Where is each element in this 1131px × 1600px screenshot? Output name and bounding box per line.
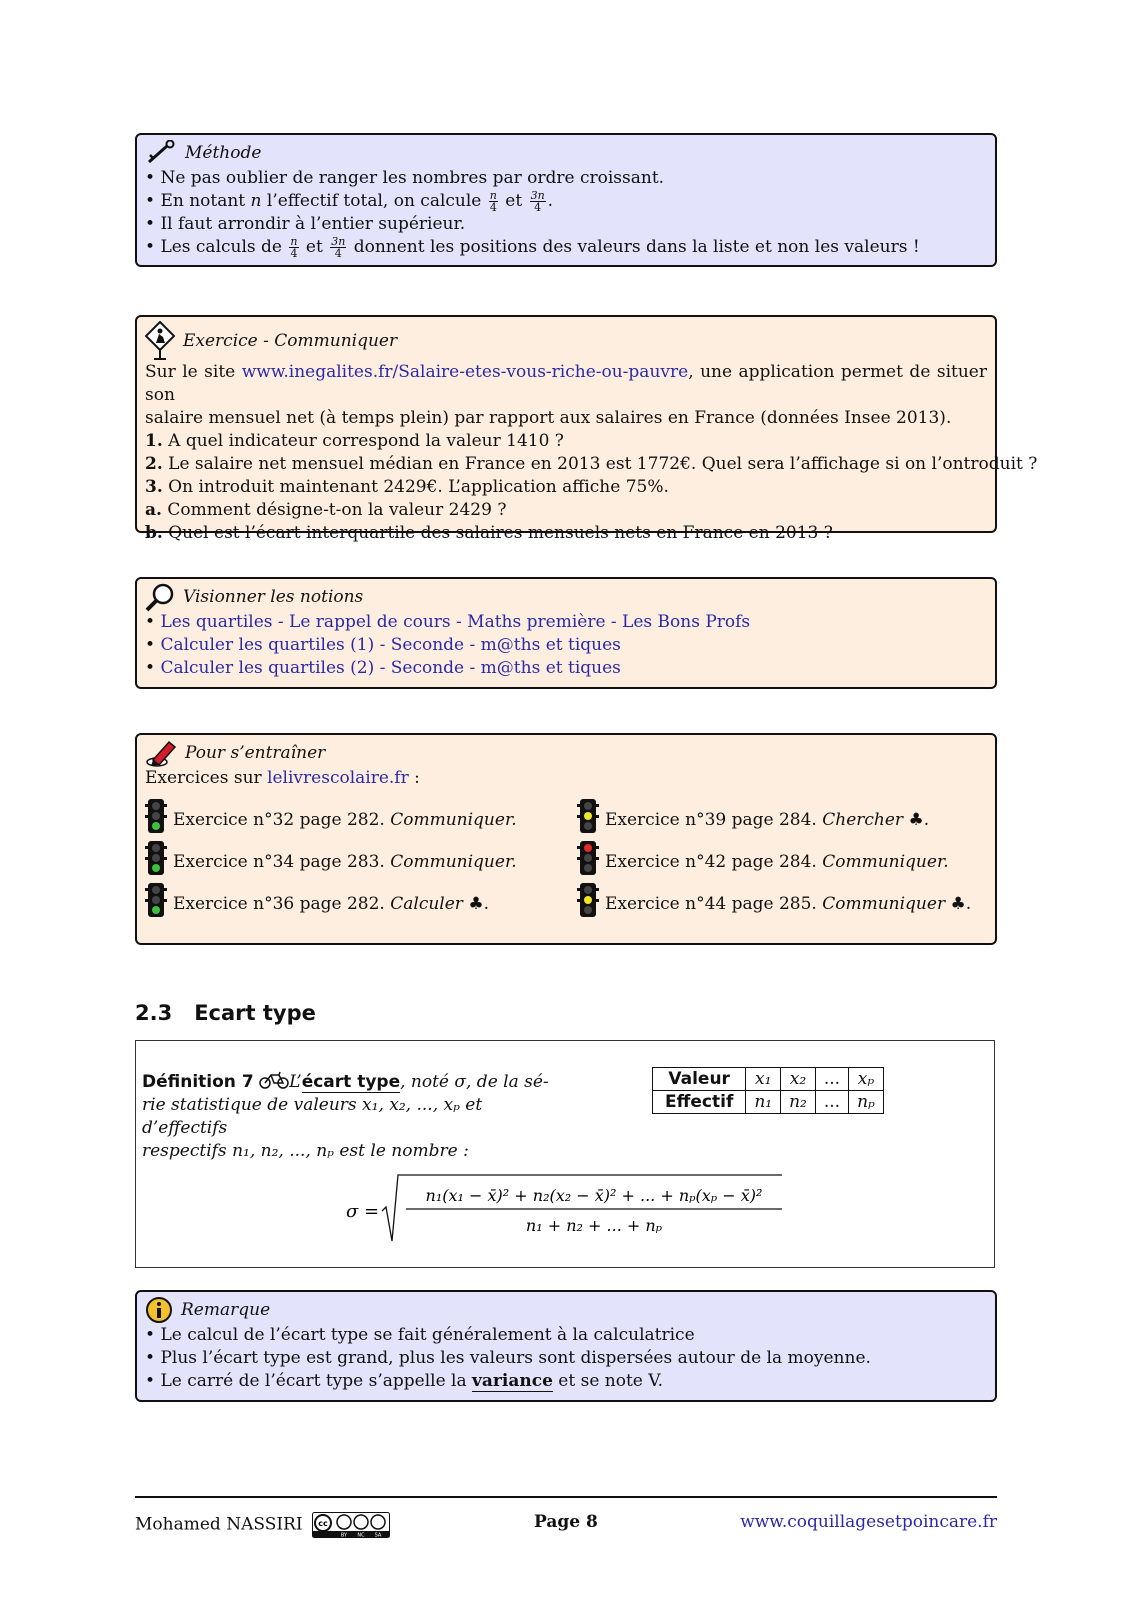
- exercice-title: Exercice - Communiquer: [183, 330, 398, 351]
- svg-text:cc: cc: [318, 1519, 328, 1528]
- visionner-header: [145, 583, 987, 611]
- methode-box: [135, 133, 997, 267]
- footer-site-link[interactable]: www.coquillagesetpoincare.fr: [740, 1512, 997, 1532]
- svg-text:SA: SA: [374, 1532, 382, 1538]
- section-heading: [135, 1001, 316, 1025]
- table-row: Effectif n₁ n₂ ... nₚ: [653, 1091, 884, 1114]
- exercise-item[interactable]: Exercice n°32 page 282. Communiquer.: [145, 796, 577, 834]
- table-row: Valeur x₁ x₂ ... xₚ: [653, 1068, 884, 1091]
- section-number: 2.3: [135, 1001, 173, 1025]
- entrainer-header: [145, 739, 987, 767]
- remarque-header: [145, 1296, 987, 1324]
- remarque-bullet-1: • Le calcul de l’écart type se fait généralement à la calculatrice: [145, 1325, 695, 1345]
- traffic-light-icon: [145, 798, 167, 834]
- formula-numerator: n₁(x₁ − x̄)² + n₂(x₂ − x̄)² + ... + nₚ(xₚ − x̄)²: [425, 1186, 763, 1205]
- construction-sign-icon: [145, 321, 175, 361]
- methode-bullet-4: • Les calculs de $\frac{n}{4}$ et $\frac{3n}{4}$ donnent les positions des valeurs dans la liste et non les valeurs !: [145, 235, 920, 260]
- fraction-n-4: $\frac{n}{4}$: [489, 189, 497, 214]
- remarque-bullet-3: • Le carré de l’écart type s’appelle la variance et se note V.: [145, 1371, 663, 1391]
- magnifier-icon: [145, 582, 175, 612]
- variance-term: variance: [472, 1371, 553, 1391]
- exercice-box: [135, 315, 1038, 543]
- traffic-light-icon: [145, 882, 167, 918]
- definition-text: Définition 7 L’écart type, noté σ, de la sé- rie statistique de valeurs x₁, x₂, ..., xₚ et d’effectifs respectifs n₁, n₂, ..., nₚ est le nombre :: [142, 1072, 549, 1161]
- svg-text:BY: BY: [340, 1532, 348, 1538]
- lelivrescolaire-link[interactable]: lelivrescolaire.fr: [267, 768, 409, 788]
- exercice-item: 3. On introduit maintenant 2429€. L’application affiche 75%.: [145, 477, 669, 497]
- formula-denominator: n₁ + n₂ + ... + nₚ: [525, 1216, 663, 1235]
- exercice-intro: Sur le site www.inegalites.fr/Salaire-etes-vous-riche-ou-pauvre, une application permet de situer son salaire mensuel net (à temps plein) par rapport aux salaires en France (données Insee 2013).: [145, 362, 987, 428]
- exercise-item[interactable]: Exercice n°39 page 284. Chercher ♣.: [577, 796, 997, 834]
- visionner-box: [135, 577, 997, 689]
- key-icon: [145, 140, 177, 166]
- video-link[interactable]: Calculer les quartiles (1) - Seconde - m@ths et tiques: [160, 635, 621, 655]
- video-link[interactable]: Calculer les quartiles (2) - Seconde - m@ths et tiques: [160, 658, 621, 678]
- methode-bullet-2: • En notant n l’effectif total, on calcule $\frac{n}{4}$ et $\frac{3n}{4}$ .: [145, 189, 554, 214]
- definition-label: Définition 7: [142, 1072, 254, 1092]
- creative-commons-license-icon: [312, 1512, 390, 1538]
- exercice-item: 2. Le salaire net mensuel médian en France en 2013 est 1772€. Quel sera l’affichage si on l’ontroduit ?: [145, 454, 1038, 474]
- exercice-item: 1. A quel indicateur correspond la valeur 1410 ?: [145, 431, 564, 451]
- video-link[interactable]: Les quartiles - Le rappel de cours - Maths première - Les Bons Profs: [160, 612, 751, 632]
- values-table: [652, 1067, 884, 1114]
- footer-author: Mohamed NASSIRI cc BY NC SA: [135, 1512, 390, 1538]
- definition-term: écart type: [301, 1072, 401, 1092]
- formula-lhs: σ =: [346, 1201, 380, 1222]
- remarque-box: [135, 1290, 997, 1402]
- pencil-icon: [145, 738, 177, 768]
- footer-rule: [135, 1496, 997, 1498]
- exercice-item: a. Comment désigne-t-on la valeur 2429 ?: [145, 500, 507, 520]
- entrainer-intro: Exercices sur lelivrescolaire.fr :: [145, 768, 420, 788]
- entrainer-title: Pour s’entraîner: [185, 742, 326, 763]
- video-link-item[interactable]: • Calculer les quartiles (1) - Seconde - m@ths et tiques: [145, 635, 621, 655]
- inegalites-link[interactable]: www.inegalites.fr/Salaire-etes-vous-riche-ou-pauvre: [241, 362, 689, 382]
- methode-bullet-1: • Ne pas oublier de ranger les nombres par ordre croissant.: [145, 168, 665, 188]
- section-title: Ecart type: [194, 1001, 316, 1025]
- visionner-title: Visionner les notions: [183, 586, 364, 607]
- footer-page-number: Page 8: [534, 1512, 598, 1532]
- exercice-header: [145, 321, 987, 361]
- methode-header: [145, 139, 987, 167]
- video-link-item[interactable]: • Calculer les quartiles (2) - Seconde - m@ths et tiques: [145, 658, 621, 678]
- traffic-light-icon: [145, 840, 167, 876]
- fraction-3n-4: $\frac{3n}{4}$: [530, 189, 545, 214]
- exercice-item: b. Quel est l’écart interquartile des salaires mensuels nets en France en 2013 ?: [145, 523, 833, 543]
- traffic-light-icon: [577, 798, 599, 834]
- remarque-title: Remarque: [181, 1299, 271, 1320]
- traffic-light-icon: [577, 840, 599, 876]
- definition-box: [135, 1040, 995, 1268]
- video-link-item[interactable]: • Les quartiles - Le rappel de cours - Maths première - Les Bons Profs: [145, 612, 751, 632]
- exercise-list: [145, 796, 987, 918]
- entrainer-box: [135, 733, 997, 945]
- standard-deviation-formula: [346, 1171, 786, 1251]
- exercise-item[interactable]: Exercice n°36 page 282. Calculer ♣.: [145, 880, 577, 918]
- methode-bullet-3: • Il faut arrondir à l’entier supérieur.: [145, 214, 466, 234]
- methode-title: Méthode: [185, 142, 262, 163]
- remarque-bullet-2: • Plus l’écart type est grand, plus les valeurs sont dispersées autour de la moyenne.: [145, 1348, 871, 1368]
- exercise-item[interactable]: Exercice n°44 page 285. Communiquer ♣.: [577, 880, 997, 918]
- exercise-item[interactable]: Exercice n°34 page 283. Communiquer.: [145, 838, 577, 876]
- traffic-light-icon: [577, 882, 599, 918]
- info-icon: [145, 1296, 173, 1324]
- bicycle-icon: [259, 1071, 289, 1089]
- exercise-item[interactable]: Exercice n°42 page 284. Communiquer.: [577, 838, 997, 876]
- svg-text:NC: NC: [357, 1532, 365, 1538]
